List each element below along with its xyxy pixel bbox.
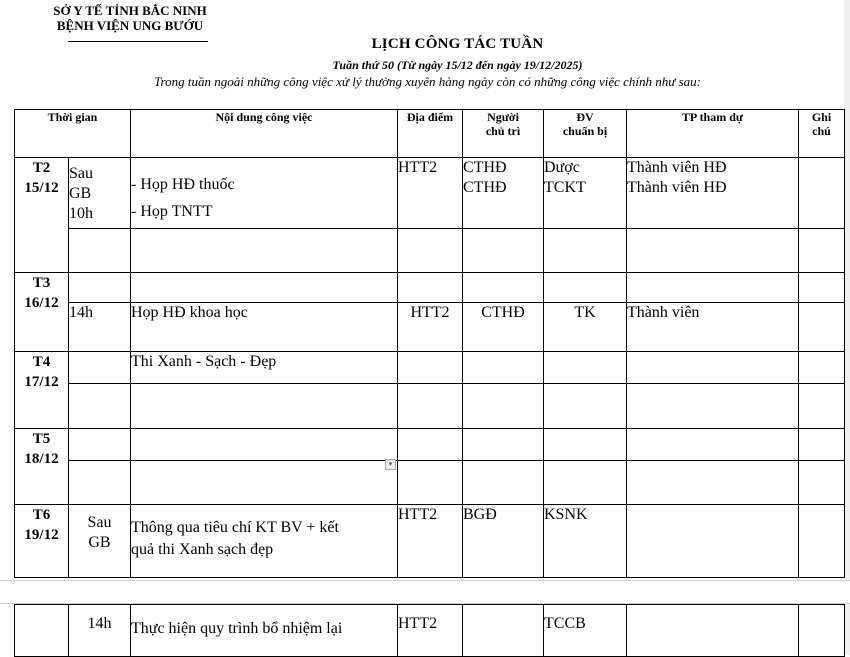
time-cell (69, 461, 131, 505)
prep-cell (544, 461, 627, 505)
location-cell (398, 429, 463, 461)
prep-cell: KSNK (544, 505, 627, 578)
location-cell: HTT2 (398, 605, 463, 657)
table-row (15, 352, 845, 384)
time-cell (69, 384, 131, 429)
content-cell (131, 229, 398, 273)
org-hospital: BỆNH VIỆN UNG BƯỚU (56, 18, 204, 33)
day-date: 16/12 (24, 295, 59, 311)
content-cell: Họp HĐ khoa học (131, 303, 398, 352)
prep-cell (544, 384, 627, 429)
col-content: Nội dung công việc (131, 110, 398, 158)
schedule-table-continued (14, 604, 845, 657)
time-cell (69, 429, 131, 461)
location-cell: HTT2 (398, 505, 463, 578)
col-notes-line2: chú (812, 124, 831, 138)
day-label: T2 (32, 160, 51, 176)
location-cell (398, 229, 463, 273)
content-cell (131, 505, 398, 578)
location-cell (398, 384, 463, 429)
notes-cell (799, 158, 845, 229)
content-cell (131, 273, 398, 303)
col-notes-line1: Ghi (811, 110, 832, 124)
participants-cell: Thành viên (627, 303, 799, 352)
time-cell (69, 505, 131, 578)
day-label: T4 (32, 354, 51, 370)
day-date: 18/12 (24, 451, 59, 467)
time-cell (69, 273, 131, 303)
intro-text: Trong tuần ngoài những công việc xử lý thường xuyên hàng ngày còn có những công việc chính như sau: (154, 74, 701, 89)
participants-cell (627, 505, 799, 578)
participants-cell (627, 461, 799, 505)
chair-cell (463, 273, 544, 303)
dropdown-arrow-icon[interactable]: ▾ (385, 459, 396, 470)
time-line: GB (69, 185, 92, 202)
location-cell (398, 352, 463, 384)
notes-cell (799, 384, 845, 429)
col-participants: TP tham dự (627, 110, 799, 158)
chair-cell (463, 429, 544, 461)
content-cell (131, 384, 398, 429)
prep-cell (544, 352, 627, 384)
col-time: Thời gian (15, 110, 131, 158)
day-cell-t2 (15, 158, 69, 273)
participants-cell (627, 229, 799, 273)
chair-cell (463, 158, 544, 229)
col-chair (463, 110, 544, 158)
time-cell: 14h (69, 303, 131, 352)
day-label: T6 (32, 507, 51, 523)
time-line: Sau (69, 165, 93, 182)
participants-line: Thành viên HĐ (627, 159, 727, 176)
content-cell (131, 461, 398, 505)
participants-cell (627, 605, 799, 657)
document-title: LỊCH CÔNG TÁC TUẦN (371, 36, 544, 52)
location-cell (398, 273, 463, 303)
prep-cell (544, 229, 627, 273)
prep-cell: TCCB (544, 605, 627, 657)
notes-cell (799, 352, 845, 384)
week-subtitle: Tuần thứ 50 (Từ ngày 15/12 đến ngày 19/12/2025) (332, 58, 583, 72)
chair-line: CTHĐ (463, 179, 507, 196)
header-row (15, 110, 845, 158)
time-cell: 14h (69, 605, 131, 657)
day-cell (15, 605, 69, 657)
location-cell: HTT2 (398, 158, 463, 229)
notes-cell (799, 605, 845, 657)
time-cell (69, 352, 131, 384)
participants-cell (627, 384, 799, 429)
time-cell (69, 158, 131, 229)
table-row (15, 273, 845, 303)
chair-cell: BGĐ (463, 505, 544, 578)
table-row (15, 605, 845, 657)
time-line: GB (88, 534, 111, 551)
participants-cell (627, 273, 799, 303)
notes-cell (799, 229, 845, 273)
table-row (15, 384, 845, 429)
participants-line: Thành viên HĐ (627, 179, 727, 196)
time-cell (69, 229, 131, 273)
col-prep (544, 110, 627, 158)
location-cell: HTT2 (398, 303, 463, 352)
chair-cell (463, 384, 544, 429)
content-cell: Thực hiện quy trình bổ nhiệm lại (131, 605, 398, 657)
day-cell-t6 (15, 505, 69, 578)
day-cell-t5 (15, 429, 69, 505)
time-line: Sau (87, 514, 112, 531)
notes-cell (799, 303, 845, 352)
day-label: T3 (32, 275, 51, 291)
col-location: Địa điểm (398, 110, 463, 158)
table-row (15, 461, 845, 505)
participants-cell (627, 158, 799, 229)
col-prep-line2: chuẩn bị (562, 124, 608, 138)
time-line: 10h (69, 205, 93, 222)
content-cell: Thi Xanh - Sạch - Đẹp (131, 352, 398, 384)
prep-cell (544, 273, 627, 303)
day-label: T5 (32, 431, 51, 447)
participants-cell (627, 352, 799, 384)
location-cell (398, 461, 463, 505)
chair-cell: CTHĐ (463, 303, 544, 352)
content-line: - Họp HĐ thuốc (131, 176, 235, 193)
organization-header (40, 3, 220, 33)
content-cell (131, 429, 398, 461)
col-chair-line1: Người (487, 110, 519, 124)
table-row (15, 429, 845, 461)
table-row (15, 505, 845, 578)
day-date: 15/12 (24, 180, 59, 196)
day-date: 17/12 (24, 374, 59, 390)
chair-cell (463, 229, 544, 273)
col-chair-line2: chủ trì (485, 124, 521, 138)
day-cell-t3 (15, 273, 69, 352)
content-line: Thông qua tiêu chí KT BV + kết (131, 519, 339, 536)
prep-cell: TK (544, 303, 627, 352)
page-break (0, 580, 850, 604)
notes-cell (799, 273, 845, 303)
prep-line: TCKT (544, 179, 586, 196)
chair-cell (463, 605, 544, 657)
prep-cell (544, 158, 627, 229)
notes-cell (799, 505, 845, 578)
col-notes (799, 110, 845, 158)
day-date: 19/12 (24, 527, 59, 543)
chair-cell (463, 352, 544, 384)
prep-cell (544, 429, 627, 461)
content-cell (131, 158, 398, 229)
table-row (15, 303, 845, 352)
participants-cell (627, 429, 799, 461)
notes-cell (799, 461, 845, 505)
content-line: quả thi Xanh sạch đẹp (131, 541, 274, 558)
notes-cell (799, 429, 845, 461)
day-cell-t4 (15, 352, 69, 429)
prep-line: Dược (544, 159, 580, 176)
table-row (15, 229, 845, 273)
chair-line: CTHĐ (463, 159, 507, 176)
table-row (15, 158, 845, 229)
chair-cell (463, 461, 544, 505)
col-prep-line1: ĐV (576, 110, 594, 124)
org-department: SỞ Y TẾ TỈNH BẮC NINH (53, 3, 207, 18)
content-line: - Họp TNTT (131, 203, 213, 220)
schedule-table (14, 109, 845, 578)
